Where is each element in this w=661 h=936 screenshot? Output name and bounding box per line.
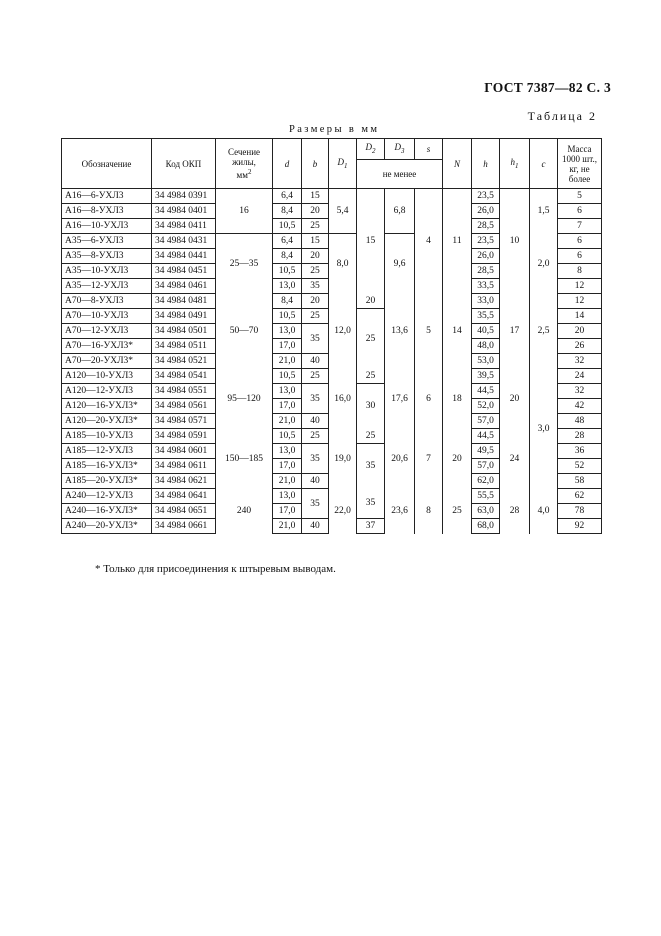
row-okp-code: 34 4984 0601 (152, 444, 216, 459)
row-d: 21,0 (273, 354, 302, 369)
row-okp-code: 34 4984 0651 (152, 504, 216, 519)
row-designation: А70—16-УХЛ3* (62, 339, 152, 354)
header-d: d (273, 139, 302, 189)
header-h: h (472, 139, 500, 189)
row-okp-code: 34 4984 0541 (152, 369, 216, 384)
row-D1: 19,0 (329, 429, 357, 489)
row-d: 10,5 (273, 429, 302, 444)
row-okp-code: 34 4984 0551 (152, 384, 216, 399)
row-mass: 52 (558, 459, 602, 474)
row-b: 25 (302, 264, 329, 279)
dimensions-table (61, 138, 602, 534)
row-okp-code: 34 4984 0411 (152, 219, 216, 234)
row-D3: 17,6 (385, 369, 415, 429)
header-N: N (443, 139, 472, 189)
row-d: 10,5 (273, 309, 302, 324)
row-okp-code: 34 4984 0391 (152, 189, 216, 204)
row-designation: А185—10-УХЛ3 (62, 429, 152, 444)
row-mass: 28 (558, 429, 602, 444)
row-b: 25 (302, 219, 329, 234)
row-D3: 6,8 (385, 189, 415, 234)
header-D1: $D_1$ (329, 139, 357, 189)
row-designation: А120—20-УХЛ3* (62, 414, 152, 429)
row-h: 52,0 (472, 399, 500, 414)
table-row (62, 429, 602, 444)
row-okp-code: 34 4984 0521 (152, 354, 216, 369)
row-designation: А70—12-УХЛ3 (62, 324, 152, 339)
row-d: 17,0 (273, 504, 302, 519)
row-D2: 25 (357, 369, 385, 384)
row-designation: А16—6-УХЛ3 (62, 189, 152, 204)
row-designation: А16—8-УХЛ3 (62, 204, 152, 219)
row-okp-code: 34 4984 0491 (152, 309, 216, 324)
row-designation: А70—10-УХЛ3 (62, 309, 152, 324)
row-d: 21,0 (273, 519, 302, 534)
row-h1: 20 (500, 369, 530, 429)
row-d: 8,4 (273, 249, 302, 264)
row-h: 62,0 (472, 474, 500, 489)
row-okp-code: 34 4984 0461 (152, 279, 216, 294)
row-b: 35 (302, 489, 329, 519)
row-mass: 32 (558, 384, 602, 399)
row-designation: А120—12-УХЛ3 (62, 384, 152, 399)
row-designation: А185—20-УХЛ3* (62, 474, 152, 489)
row-s: 4 (415, 189, 443, 294)
row-D3: 13,6 (385, 294, 415, 369)
row-h: 35,5 (472, 309, 500, 324)
row-D2: 15 (357, 189, 385, 294)
row-designation: А70—20-УХЛ3* (62, 354, 152, 369)
row-h: 39,5 (472, 369, 500, 384)
row-designation: А16—10-УХЛ3 (62, 219, 152, 234)
row-D2: 20 (357, 294, 385, 309)
row-d: 10,5 (273, 264, 302, 279)
row-designation: А70—8-УХЛ3 (62, 294, 152, 309)
row-h: 57,0 (472, 414, 500, 429)
row-okp-code: 34 4984 0481 (152, 294, 216, 309)
row-b: 40 (302, 354, 329, 369)
row-b: 20 (302, 294, 329, 309)
row-mass: 14 (558, 309, 602, 324)
header-mass: Масса 1000 шт., кг, не более (558, 139, 602, 189)
row-designation: А35—8-УХЛ3 (62, 249, 152, 264)
row-okp-code: 34 4984 0561 (152, 399, 216, 414)
row-d: 13,0 (273, 324, 302, 339)
row-b: 20 (302, 249, 329, 264)
row-okp-code: 34 4984 0401 (152, 204, 216, 219)
row-mass: 6 (558, 234, 602, 249)
row-N: 25 (443, 489, 472, 534)
row-h: 53,0 (472, 354, 500, 369)
row-d: 13,0 (273, 384, 302, 399)
row-h: 33,5 (472, 279, 500, 294)
row-b: 40 (302, 519, 329, 534)
row-b: 35 (302, 444, 329, 474)
row-d: 13,0 (273, 444, 302, 459)
row-h: 44,5 (472, 384, 500, 399)
header-D2: $D_2$ (357, 139, 385, 160)
row-h: 49,5 (472, 444, 500, 459)
table-row (62, 369, 602, 384)
row-okp-code: 34 4984 0661 (152, 519, 216, 534)
row-okp-code: 34 4984 0641 (152, 489, 216, 504)
row-D1: 22,0 (329, 489, 357, 534)
row-D1: 16,0 (329, 369, 357, 429)
table-number-label: Таблица 2 (527, 109, 597, 123)
row-D2: 25 (357, 309, 385, 369)
row-h: 48,0 (472, 339, 500, 354)
row-h: 23,5 (472, 234, 500, 249)
row-designation: А35—10-УХЛ3 (62, 264, 152, 279)
row-section: 95—120 (216, 369, 273, 429)
row-s: 6 (415, 369, 443, 429)
row-s: 8 (415, 489, 443, 534)
header-b: b (302, 139, 329, 189)
row-h: 40,5 (472, 324, 500, 339)
row-okp-code: 34 4984 0621 (152, 474, 216, 489)
row-b: 25 (302, 429, 329, 444)
header-c: c (530, 139, 558, 189)
row-D3: 23,6 (385, 489, 415, 534)
row-D2: 30 (357, 384, 385, 429)
row-b: 35 (302, 279, 329, 294)
row-mass: 8 (558, 264, 602, 279)
row-mass: 32 (558, 354, 602, 369)
header-not-less: не менее (357, 160, 443, 189)
row-okp-code: 34 4984 0591 (152, 429, 216, 444)
row-mass: 12 (558, 294, 602, 309)
row-d: 17,0 (273, 339, 302, 354)
row-d: 6,4 (273, 234, 302, 249)
table-footnote: * Только для присоединения к штыревым выводам. (95, 563, 336, 575)
row-h: 68,0 (472, 519, 500, 534)
row-b: 20 (302, 204, 329, 219)
row-b: 35 (302, 324, 329, 354)
row-D2: 35 (357, 489, 385, 519)
row-b: 35 (302, 384, 329, 414)
row-designation: А240—12-УХЛ3 (62, 489, 152, 504)
row-h1: 17 (500, 294, 530, 369)
row-d: 13,0 (273, 489, 302, 504)
row-d: 8,4 (273, 294, 302, 309)
row-c: 2,0 (530, 234, 558, 294)
row-h: 55,5 (472, 489, 500, 504)
table-row (62, 294, 602, 309)
row-designation: А185—12-УХЛ3 (62, 444, 152, 459)
row-mass: 6 (558, 204, 602, 219)
header-designation: Обозначение (62, 139, 152, 189)
row-D1: 12,0 (329, 294, 357, 369)
row-mass: 58 (558, 474, 602, 489)
row-h: 26,0 (472, 204, 500, 219)
row-mass: 62 (558, 489, 602, 504)
row-section: 50—70 (216, 294, 273, 369)
row-okp-code: 34 4984 0511 (152, 339, 216, 354)
row-c: 2,5 (530, 294, 558, 369)
table-row (62, 489, 602, 504)
row-designation: А120—10-УХЛ3 (62, 369, 152, 384)
row-s: 5 (415, 294, 443, 369)
row-b: 40 (302, 474, 329, 489)
row-s: 7 (415, 429, 443, 489)
row-mass: 6 (558, 249, 602, 264)
row-d: 13,0 (273, 279, 302, 294)
row-D3: 9,6 (385, 234, 415, 294)
row-d: 10,5 (273, 369, 302, 384)
row-mass: 36 (558, 444, 602, 459)
row-N: 20 (443, 429, 472, 489)
row-N: 14 (443, 294, 472, 369)
row-designation: А240—20-УХЛ3* (62, 519, 152, 534)
row-c: 1,5 (530, 189, 558, 234)
row-b: 15 (302, 189, 329, 204)
row-c: 4,0 (530, 489, 558, 534)
row-d: 21,0 (273, 474, 302, 489)
row-mass: 12 (558, 279, 602, 294)
row-D2: 35 (357, 444, 385, 489)
row-designation: А120—16-УХЛ3* (62, 399, 152, 414)
row-h: 28,5 (472, 264, 500, 279)
header-section: Сечение жилы, $мм^2$ (216, 139, 273, 189)
row-D3: 20,6 (385, 429, 415, 489)
row-section: 16 (216, 189, 273, 234)
row-d: 17,0 (273, 459, 302, 474)
row-h: 23,5 (472, 189, 500, 204)
row-c: 3,0 (530, 369, 558, 489)
row-d: 6,4 (273, 189, 302, 204)
row-mass: 24 (558, 369, 602, 384)
row-h: 26,0 (472, 249, 500, 264)
row-mass: 5 (558, 189, 602, 204)
table-row (62, 189, 602, 204)
header-okp-code: Код ОКП (152, 139, 216, 189)
row-D1: 8,0 (329, 234, 357, 294)
row-D2: 37 (357, 519, 385, 534)
row-section: 240 (216, 489, 273, 534)
row-b: 25 (302, 369, 329, 384)
dimensions-caption: Размеры в мм (289, 124, 380, 135)
row-okp-code: 34 4984 0451 (152, 264, 216, 279)
row-mass: 78 (558, 504, 602, 519)
row-b: 15 (302, 234, 329, 249)
row-designation: А240—16-УХЛ3* (62, 504, 152, 519)
row-designation: А35—6-УХЛ3 (62, 234, 152, 249)
row-d: 21,0 (273, 414, 302, 429)
row-h: 33,0 (472, 294, 500, 309)
row-D2: 25 (357, 429, 385, 444)
row-okp-code: 34 4984 0571 (152, 414, 216, 429)
row-okp-code: 34 4984 0611 (152, 459, 216, 474)
row-section: 25—35 (216, 234, 273, 294)
row-section: 150—185 (216, 429, 273, 489)
row-d: 17,0 (273, 399, 302, 414)
row-d: 8,4 (273, 204, 302, 219)
row-b: 40 (302, 414, 329, 429)
header-D3: $D_3$ (385, 139, 415, 160)
row-mass: 92 (558, 519, 602, 534)
row-h: 44,5 (472, 429, 500, 444)
row-mass: 7 (558, 219, 602, 234)
row-okp-code: 34 4984 0441 (152, 249, 216, 264)
row-h: 28,5 (472, 219, 500, 234)
header-s: s (415, 139, 443, 160)
row-okp-code: 34 4984 0501 (152, 324, 216, 339)
header-h1: $h_1$ (500, 139, 530, 189)
row-D1: 5,4 (329, 189, 357, 234)
row-h: 63,0 (472, 504, 500, 519)
row-mass: 48 (558, 414, 602, 429)
row-h1: 10 (500, 189, 530, 294)
row-h: 57,0 (472, 459, 500, 474)
row-d: 10,5 (273, 219, 302, 234)
row-mass: 26 (558, 339, 602, 354)
document-header: ГОСТ 7387—82 С. 3 (484, 80, 611, 95)
row-h1: 28 (500, 489, 530, 534)
row-b: 25 (302, 309, 329, 324)
row-okp-code: 34 4984 0431 (152, 234, 216, 249)
row-N: 11 (443, 189, 472, 294)
row-designation: А35—12-УХЛ3 (62, 279, 152, 294)
row-mass: 20 (558, 324, 602, 339)
row-mass: 42 (558, 399, 602, 414)
row-designation: А185—16-УХЛ3* (62, 459, 152, 474)
row-h1: 24 (500, 429, 530, 489)
row-N: 18 (443, 369, 472, 429)
